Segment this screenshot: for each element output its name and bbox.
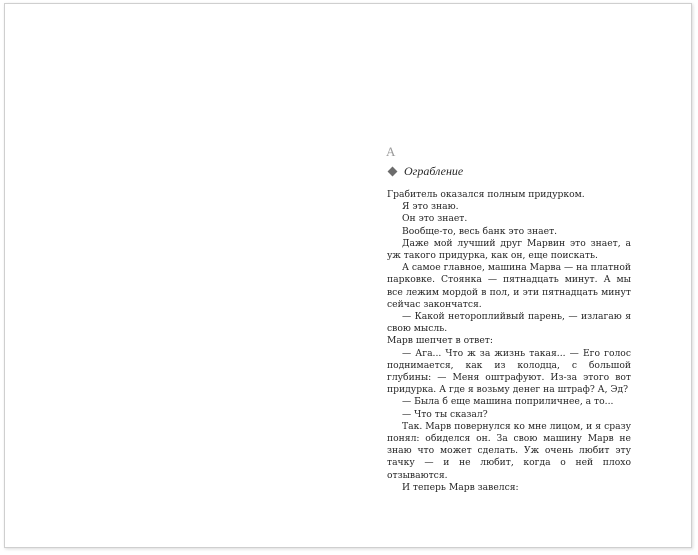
paragraph: — Была б еще машина поприличнее, а то... <box>402 396 614 408</box>
paragraph: Марв шепчет в ответ: <box>387 335 493 347</box>
paragraph: Я это знаю. <box>402 201 459 213</box>
paragraph: Вообще-то, весь банк это знает. <box>402 225 558 237</box>
paragraph: Даже мой лучший друг Марвин это знает, а уж такого придурка, как он, еще поискать. <box>387 237 631 262</box>
paragraph: А самое главное, машина Марва — на платной парковке. Стоянка — пятнадцать минут. А мы все лежим мордой в пол, и эти пятнадцать минут сейчас закончатся. <box>387 262 631 310</box>
chapter-heading <box>386 164 463 179</box>
left-page <box>5 4 349 547</box>
paragraph: — Что ты сказал? <box>402 408 488 420</box>
diamond-bullet-icon <box>388 167 398 177</box>
paragraph: — Какой нетороплийвый парень, — излагаю я свою мысль. <box>387 311 631 335</box>
paragraph: Он это знает. <box>402 213 468 225</box>
right-page <box>349 4 693 547</box>
body-text <box>387 189 631 494</box>
paragraph: И теперь Марв завелся: <box>402 481 519 493</box>
chapter-title: Ограбление <box>404 164 464 178</box>
paragraph: Так. Марв повернулся ко мне лицом, и я сразу понял: обиделся он. За свою машину Марв не знаю что может сделать. Уж очень любит эту тачку — и не любит, когда о ней плохо отзываются. <box>387 420 631 481</box>
paragraph: — Ага... Что ж за жизнь такая... — Его голос поднимается, как из колодца, с большой глубины: — Меня оштрафуют. Из-за этого вот придурка. А где я возьму денег на штраф? А, Эд? <box>387 347 631 396</box>
paragraph: Грабитель оказался полным придурком. <box>387 189 585 200</box>
book-spread <box>4 3 692 548</box>
section-letter: А <box>386 144 397 159</box>
